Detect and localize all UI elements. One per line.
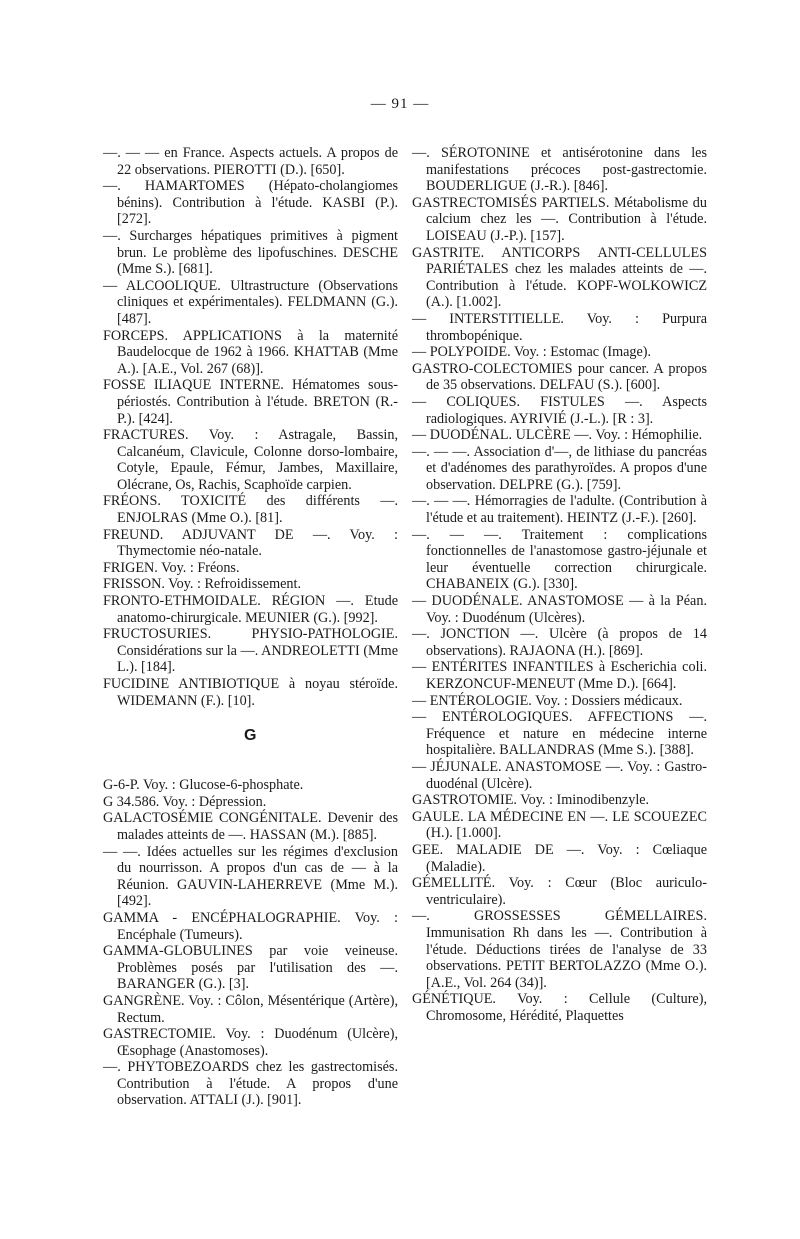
- page-number: — 91 —: [370, 96, 430, 112]
- index-entry: —. Surcharges hépatiques primitives à pigment brun. Le problème des lipofuschines. DESCHE (Mme S.). [681].: [103, 227, 398, 278]
- index-entry: — —. Idées actuelles sur les régimes d'exclusion du nourrisson. A propos d'un cas de — à la Réunion. GAUVIN-LAHERREVE (Mme M.). [492].: [103, 843, 398, 910]
- index-entry: GANGRÈNE. Voy. : Côlon, Mésentérique (Artère), Rectum.: [103, 992, 398, 1026]
- left-column: [103, 145, 398, 1109]
- index-entry: FRÉONS. TOXICITÉ des différents —. ENJOLRAS (Mme O.). [81].: [103, 493, 398, 527]
- index-entry: FRACTURES. Voy. : Astragale, Bassin, Calcanéum, Clavicule, Colonne dorso-lombaire, Cotyle, Epaule, Fémur, Jambes, Maxillaire, Olécrane, Os, Rachis, Scaphoïde carpien.: [103, 427, 398, 493]
- index-entry: —. JONCTION —. Ulcère (à propos de 14 observations). RAJAONA (H.). [869].: [412, 626, 707, 659]
- index-entry: GASTRO-COLECTOMIES pour cancer. A propos de 35 observations. DELFAU (S.). [600].: [412, 360, 707, 394]
- index-entry: — ENTÉROLOGIQUES. AFFECTIONS —. Fréquence et nature en médecine interne hospitalière. BALLANDRAS (Mme S.). [388].: [412, 709, 707, 759]
- index-entry: FRIGEN. Voy. : Fréons.: [103, 559, 240, 576]
- index-entry: —. — —. Hémorragies de l'adulte. (Contribution à l'étude et au traitement). HEINTZ (J.-F.). [260].: [412, 493, 707, 527]
- index-entry: G 34.586. Voy. : Dépression.: [103, 793, 267, 810]
- index-entry: — ENTÉRITES INFANTILES à Escherichia coli. KERZONCUF-MENEUT (Mme D.). [664].: [412, 659, 707, 692]
- right-column: [412, 145, 707, 1024]
- index-entry: GEE. MALADIE DE —. Voy. : Cœliaque (Maladie).: [412, 841, 707, 875]
- index-entry: FREUND. ADJUVANT DE —. Voy. : Thymectomie néo-natale.: [103, 526, 398, 560]
- index-entry: — JÉJUNALE. ANASTOMOSE —. Voy. : Gastro-duodénal (Ulcère).: [412, 758, 707, 792]
- index-entry: — ENTÉROLOGIE. Voy. : Dossiers médicaux.: [412, 692, 683, 709]
- index-entry: —. GROSSESSES GÉMELLAIRES. Immunisation Rh dans les —. Contribution à l'étude. Déductions tirées de l'analyse de 33 observations. PETIT BERTOLAZZO (Mme O.). [A.E., Vol. 264 (34)].: [412, 908, 707, 991]
- index-entry: GAMMA-GLOBULINES par voie veineuse. Problèmes posés par l'utilisation des —. BARANGER (G.). [3].: [103, 943, 398, 993]
- index-entry: — POLYPOIDE. Voy. : Estomac (Image).: [412, 344, 652, 361]
- index-entry: —. — —. Association d'—, de lithiase du pancréas et d'adénomes des parathyroïdes. A propos d'une observation. DELPRE (G.). [759].: [412, 443, 707, 493]
- index-entry: —. — — en France. Aspects actuels. A propos de 22 observations. PIEROTTI (D.). [650].: [103, 145, 398, 178]
- index-entry: —. — —. Traitement : complications fonctionnelles de l'anastomose gastro-jéjunale et leur éventuelle correction chirurgicale. CHABANEIX (G.). [330].: [412, 526, 707, 593]
- index-entry: GASTRITE. ANTICORPS ANTI-CELLULES PARIÉTALES chez les malades atteints de —. Contribution à l'étude. KOPF-WOLKOWICZ (A.). [1.002].: [412, 244, 707, 311]
- index-entry: GASTRECTOMISÉS PARTIELS. Métabolisme du calcium chez les —. Contribution à l'étude. LOISEAU (J.-P.). [157].: [412, 194, 707, 244]
- index-entry: —. SÉROTONINE et antisérotonine dans les manifestations précoces post-gastrectomie. BOUDERLIGUE (J.-R.). [846].: [412, 145, 707, 195]
- index-entry: — DUODÉNALE. ANASTOMOSE — à la Péan. Voy. : Duodénum (Ulcères).: [412, 593, 707, 626]
- index-entry: FOSSE ILIAQUE INTERNE. Hématomes sous-périostés. Contribution à l'étude. BRETON (R.-P.). [424].: [103, 377, 398, 427]
- index-entry: FRISSON. Voy. : Refroidissement.: [103, 576, 301, 593]
- index-entry: GÉNÉTIQUE. Voy. : Cellule (Culture), Chromosome, Hérédité, Plaquettes: [412, 991, 707, 1024]
- index-entry: — ALCOOLIQUE. Ultrastructure (Observations cliniques et expérimentales). FELDMANN (G.). [487].: [103, 277, 398, 327]
- index-entry: FRUCTOSURIES. PHYSIO-PATHOLOGIE. Considérations sur la —. ANDREOLETTI (Mme L.). [184].: [103, 626, 398, 676]
- index-entry: — DUODÉNAL. ULCÈRE —. Voy. : Hémophilie.: [412, 427, 703, 444]
- index-entry: — INTERSTITIELLE. Voy. : Purpura thrombopénique.: [412, 310, 707, 344]
- index-entry: GALACTOSÉMIE CONGÉNITALE. Devenir des malades atteints de —. HASSAN (M.). [885].: [103, 810, 398, 843]
- index-entry: — COLIQUES. FISTULES —. Aspects radiologiques. AYRIVIÉ (J.-L.). [R : 3].: [412, 393, 707, 427]
- index-entry: GAULE. LA MÉDECINE EN —. LE SCOUEZEC (H.). [1.000].: [412, 808, 707, 842]
- index-entry: GASTRECTOMIE. Voy. : Duodénum (Ulcère), Œsophage (Anastomoses).: [103, 1026, 398, 1059]
- index-entry: FORCEPS. APPLICATIONS à la maternité Baudelocque de 1962 à 1966. KHATTAB (Mme A.). [A.E., Vol. 267 (68)].: [103, 327, 398, 377]
- index-entry: FRONTO-ETHMOIDALE. RÉGION —. Etude anatomo-chirurgicale. MEUNIER (G.). [992].: [103, 593, 398, 626]
- section-letter-heading: G: [244, 727, 257, 744]
- index-entry: GAMMA - ENCÉPHALOGRAPHIE. Voy. : Encéphale (Tumeurs).: [103, 909, 398, 943]
- index-entry: —. HAMARTOMES (Hépato-cholangiomes bénins). Contribution à l'étude. KASBI (P.). [272].: [103, 178, 398, 228]
- index-entry: —. PHYTOBEZOARDS chez les gastrectomisés. Contribution à l'étude. A propos d'une observation. ATTALI (J.). [901].: [103, 1059, 398, 1109]
- index-entry: GÉMELLITÉ. Voy. : Cœur (Bloc auriculo-ventriculaire).: [412, 875, 707, 908]
- index-entry: GASTROTOMIE. Voy. : Iminodibenzyle.: [412, 792, 650, 809]
- index-entry: G-6-P. Voy. : Glucose-6-phosphate.: [103, 777, 304, 794]
- index-entry: FUCIDINE ANTIBIOTIQUE à noyau stéroïde. WIDEMANN (F.). [10].: [103, 676, 398, 709]
